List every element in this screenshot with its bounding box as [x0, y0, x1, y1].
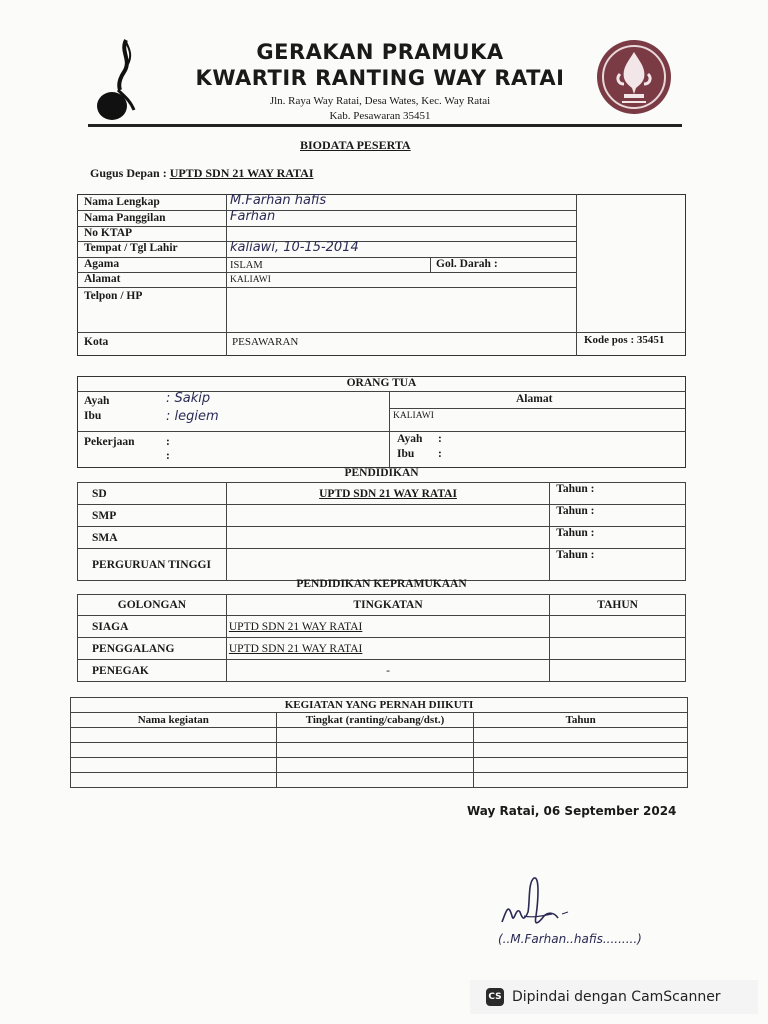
row-line	[77, 210, 576, 211]
kegiatan-row	[71, 773, 688, 788]
pendidikan-level: SD	[78, 483, 227, 505]
gol-darah-label: Gol. Darah :	[436, 258, 498, 270]
pendidikan-table	[77, 482, 686, 581]
nama-lengkap-value: M.Farhan hafis	[230, 193, 327, 208]
nama-lengkap-label: Nama Lengkap	[84, 196, 160, 208]
pendidikan-school: UPTD SDN 21 WAY RATAI	[226, 483, 549, 505]
kegiatan-title-row	[71, 698, 688, 713]
pendidikan-school	[226, 505, 549, 527]
kegiatan-cell	[71, 758, 277, 773]
pendidikan-school	[226, 549, 549, 581]
kepramukaan-row	[78, 638, 686, 660]
kepramukaan-row	[78, 616, 686, 638]
alamat-label: Alamat	[84, 273, 121, 285]
pekerjaan-colon-2: :	[166, 450, 170, 462]
kepramukaan-title: PENDIDIKAN KEPRAMUKAAN	[296, 578, 467, 590]
kepramukaan-table	[77, 594, 686, 682]
golongan-cell: PENGGALANG	[78, 638, 227, 660]
kegiatan-cell	[474, 758, 688, 773]
kegiatan-row	[71, 758, 688, 773]
agama-value: ISLAM	[230, 260, 263, 271]
pendidikan-tahun: Tahun :	[550, 549, 686, 581]
row-line	[77, 431, 686, 432]
kegiatan-title: KEGIATAN YANG PERNAH DIIKUTI	[71, 698, 688, 713]
col-golongan: GOLONGAN	[78, 595, 227, 616]
pendidikan-row	[78, 549, 686, 581]
col-tahun-kegiatan: Tahun	[474, 713, 688, 728]
pekerjaan-ayah-colon: :	[438, 433, 442, 445]
row-line	[77, 226, 576, 227]
ayah-label: Ayah	[84, 395, 110, 407]
golongan-cell: SIAGA	[78, 616, 227, 638]
pendidikan-level: PERGURUAN TINGGI	[78, 549, 227, 581]
kegiatan-cell	[71, 743, 277, 758]
pendidikan-tahun: Tahun :	[550, 505, 686, 527]
kegiatan-cell	[276, 728, 474, 743]
pendidikan-row	[78, 527, 686, 549]
orang-tua-title: ORANG TUA	[346, 377, 417, 389]
kegiatan-header-row	[71, 713, 688, 728]
camscanner-text: Dipindai dengan CamScanner	[512, 989, 721, 1005]
scout-emblem-logo	[594, 38, 674, 116]
pekerjaan-colon: :	[166, 436, 170, 448]
tingkatan-cell: UPTD SDN 21 WAY RATAI	[226, 638, 549, 660]
golongan-cell: PENEGAK	[78, 660, 227, 682]
kepramukaan-header-row	[78, 595, 686, 616]
gol-divider	[430, 257, 431, 272]
pekerjaan-ayah-label: Ayah	[397, 433, 423, 445]
kota-value: PESAWARAN	[232, 336, 299, 348]
tahun-cell	[550, 616, 686, 638]
gugus-depan	[90, 166, 314, 181]
kepramukaan-row	[78, 660, 686, 682]
org-address-line1: Jln. Raya Way Ratai, Desa Wates, Kec. Way Ratai	[269, 95, 491, 107]
col-tingkat: Tingkat (ranting/cabang/dst.)	[276, 713, 474, 728]
ayah-value: : Sakip	[166, 391, 211, 406]
pekerjaan-ibu-colon: :	[438, 448, 442, 460]
ibu-value: : legiem	[166, 409, 219, 424]
pendidikan-school	[226, 527, 549, 549]
pendidikan-level: SMP	[78, 505, 227, 527]
org-address-line2: Kab. Pesawaran 35451	[329, 110, 431, 122]
kegiatan-table	[70, 697, 688, 788]
pendidikan-tahun: Tahun :	[550, 483, 686, 505]
tunas-kelapa-logo	[94, 38, 140, 124]
tempat-lahir-value: kaliawi, 10-15-2014	[230, 240, 359, 255]
alamat-ortu-label: Alamat	[516, 393, 553, 405]
kegiatan-cell	[71, 728, 277, 743]
alamat-ortu-value: KALIAWI	[393, 411, 434, 421]
tahun-cell	[550, 638, 686, 660]
signature-drawing	[498, 872, 578, 934]
kegiatan-cell	[276, 773, 474, 788]
agama-label: Agama	[84, 258, 120, 270]
col-tingkatan: TINGKATAN	[226, 595, 549, 616]
gugus-depan-value: UPTD SDN 21 WAY RATAI	[169, 166, 314, 180]
camscanner-icon: CS	[486, 988, 504, 1006]
pendidikan-tahun: Tahun :	[550, 527, 686, 549]
row-line	[77, 257, 576, 258]
kota-label: Kota	[84, 336, 109, 348]
pendidikan-title: PENDIDIKAN	[344, 467, 419, 479]
pendidikan-level: SMA	[78, 527, 227, 549]
kegiatan-cell	[71, 773, 277, 788]
pekerjaan-ibu-label: Ibu	[397, 448, 415, 460]
org-title-line2: KWARTIR RANTING WAY RATAI	[195, 66, 565, 90]
telpon-label: Telpon / HP	[84, 290, 143, 302]
kode-pos-label: Kode pos : 35451	[584, 334, 665, 346]
signature-name: (..M.Farhan..hafis.........)	[498, 932, 642, 946]
row-line	[389, 408, 686, 409]
alamat-value: KALIAWI	[230, 275, 271, 285]
kegiatan-cell	[474, 728, 688, 743]
place-date: Way Ratai, 06 September 2024	[467, 804, 677, 818]
gugus-depan-label: Gugus Depan :	[90, 166, 170, 180]
kegiatan-row	[71, 728, 688, 743]
kegiatan-cell	[276, 758, 474, 773]
tahun-cell	[550, 660, 686, 682]
pendidikan-row	[78, 505, 686, 527]
tingkatan-cell: UPTD SDN 21 WAY RATAI	[226, 616, 549, 638]
col-nama-kegiatan: Nama kegiatan	[71, 713, 277, 728]
row-line	[77, 272, 576, 273]
col-tahun: TAHUN	[550, 595, 686, 616]
camscanner-watermark	[470, 980, 758, 1014]
header-rule	[88, 124, 682, 127]
tempat-lahir-label: Tempat / Tgl Lahir	[84, 242, 178, 254]
pekerjaan-label: Pekerjaan	[84, 436, 135, 448]
tingkatan-cell: -	[226, 660, 549, 682]
pendidikan-row	[78, 483, 686, 505]
kegiatan-cell	[474, 743, 688, 758]
orang-tua-divider	[389, 391, 390, 468]
org-title-line1: GERAKAN PRAMUKA	[256, 40, 504, 64]
ibu-label: Ibu	[84, 410, 102, 422]
nama-panggilan-label: Nama Panggilan	[84, 212, 166, 224]
kegiatan-cell	[276, 743, 474, 758]
no-ktap-label: No KTAP	[84, 227, 133, 239]
row-line	[77, 332, 686, 333]
nama-panggilan-value: Farhan	[230, 209, 276, 224]
row-line	[77, 287, 576, 288]
kegiatan-cell	[474, 773, 688, 788]
document-title: BIODATA PESERTA	[300, 138, 411, 152]
kegiatan-row	[71, 743, 688, 758]
